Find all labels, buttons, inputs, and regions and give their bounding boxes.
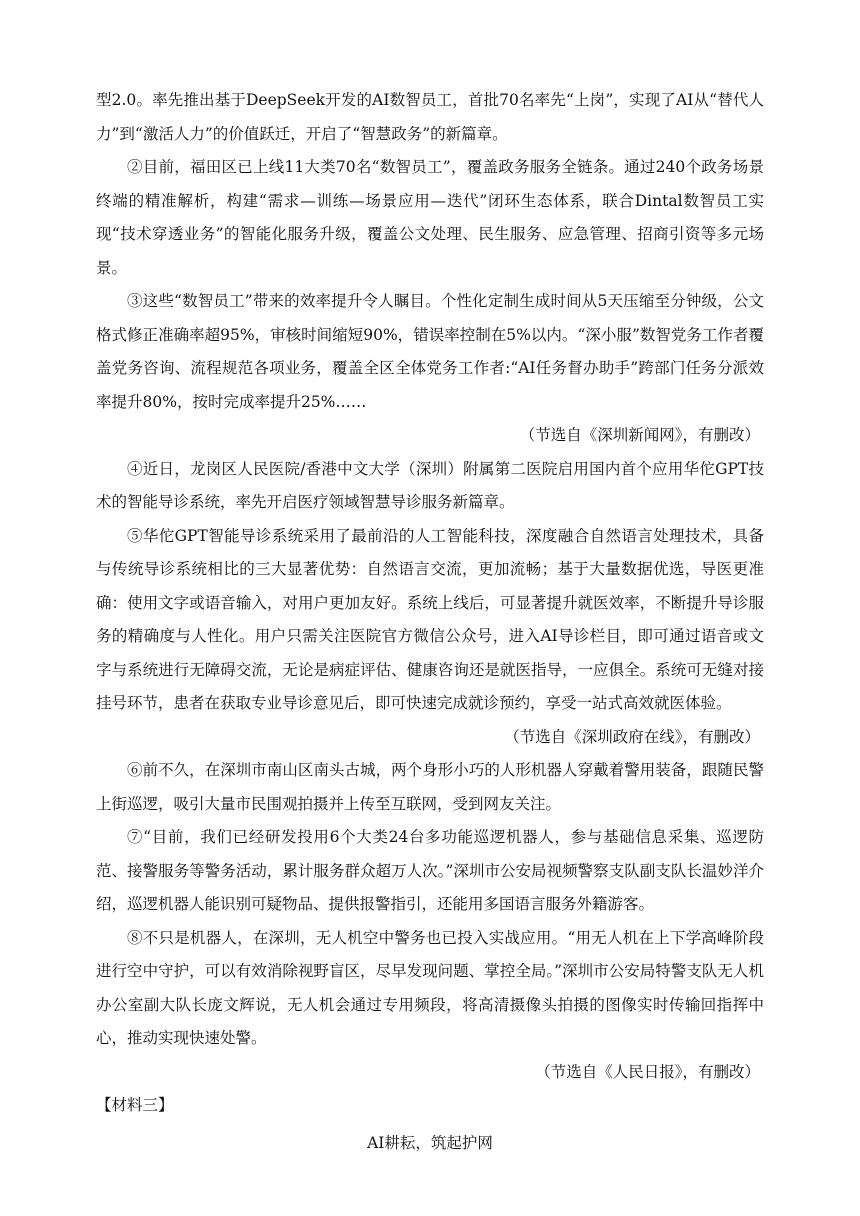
paragraph-3: ③这些“数智员工”带来的效率提升令人瞩目。个性化定制生成时间从5天压缩至分钟级，公文格式修正准确率超95%，审核时间缩短90%，错误率控制在5%以内。“深小服”数智党务工作者覆盖党务咨询、流程规范各项业务，覆盖全区全体党务工作者:“AI任务督办助手”跨部门任务分派效率提升80%，按时完成率提升25%……	[96, 292, 764, 411]
material-heading: 【材料三】	[96, 1096, 174, 1114]
paragraph-5: ⑤华佗GPT智能导诊系统采用了最前沿的人工智能科技，深度融合自然语言处理技术，具备与传统导诊系统相比的三大显著优势：自然语言交流，更加流畅；基于大量数据优选，导医更准确：使用文字或语音输入，对用户更加友好。系统上线后，可显著提升就医效率，不断提升导诊服务的精确度与人性化。用户只需关注医院官方微信公众号，进入AI导诊栏目，即可通过语音或文字与系统进行无障碍交流，无论是病症评估、健康咨询还是就医指导，一应俱全。系统可无缝对接挂号环节，患者在获取专业导诊意见后，即可快速完成就诊预约，享受一站式高效就医体验。	[96, 526, 764, 712]
paragraph-1: 型2.0。率先推出基于DeepSeek开发的AI数智员工，首批70名率先“上岗”，实现了AI从“替代人力”到“激活人力”的价值跃迁，开启了“智慧政务”的新篇章。	[96, 91, 764, 143]
document-page	[96, 84, 764, 1160]
source-citation-3: （节选自《人民日报》，有删改）	[535, 1062, 760, 1081]
paragraph-7: ⑦“目前，我们已经研发投用6个大类24台多功能巡逻机器人，参与基础信息采集、巡逻防范、接警服务等警务活动，累计服务群众超万人次。”深圳市公安局视频警察支队副支队长温妙洋介绍，巡逻机器人能识别可疑物品、提供报警指引，还能用多国语言服务外籍游客。	[96, 828, 764, 913]
paragraph-4: ④近日，龙岗区人民医院/香港中文大学（深圳）附属第二医院启用国内首个应用华佗GPT技术的智能导诊系统，率先开启医疗领域智慧导诊服务新篇章。	[96, 459, 764, 511]
source-citation-1: （节选自《深圳新闻网》，有删改）	[519, 426, 760, 444]
source-citation-2: （节选自《深圳政府在线》，有删改）	[504, 727, 760, 746]
paragraph-2: ②目前，福田区已上线11大类70名“数智员工”，覆盖政务服务全链条。通过240个政务场景终端的精准解析，构建“需求—训练—场景应用—迭代”闭环生态体系，联合Dintal数智员工实现“技术穿透业务”的智能化服务升级，覆盖公文处理、民生服务、应急管理、招商引资等多元场景。	[96, 158, 764, 277]
paragraph-6: ⑥前不久，在深圳市南山区南头古城，两个身形小巧的人形机器人穿戴着警用装备，跟随民警上街巡逻，吸引大量市民围观拍摄并上传至互联网，受到网友关注。	[96, 761, 764, 813]
material-title: AI耕耘，筑起护网	[367, 1133, 493, 1152]
paragraph-8: ⑧不只是机器人，在深圳，无人机空中警务也已投入实战应用。“用无人机在上下学高峰阶段进行空中守护，可以有效消除视野盲区，尽早发现问题、掌控全局。”深圳市公安局特警支队无人机办公室副大队长庞文辉说，无人机会通过专用频段，将高清摄像头拍摄的图像实时传输回指挥中心，推动实现快速处警。	[96, 928, 764, 1047]
